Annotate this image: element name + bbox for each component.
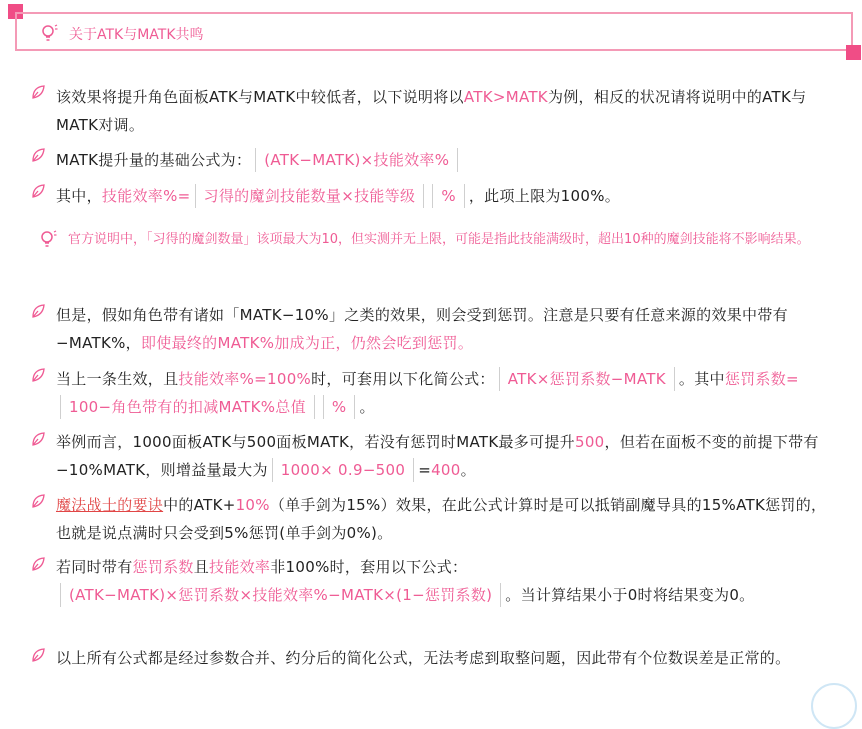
formula-box: (ATK−MATK)×技能效率% bbox=[255, 148, 458, 172]
text-segment: 。 bbox=[359, 398, 375, 416]
leaf-bullet-icon bbox=[30, 647, 46, 667]
leaf-bullet-icon bbox=[30, 493, 46, 513]
text-segment: ，此项上限为100%。 bbox=[468, 187, 621, 205]
text-segment: 。 bbox=[460, 461, 476, 479]
formula-box: (ATK−MATK)×惩罚系数×技能效率%−MATK×(1−惩罚系数) bbox=[60, 583, 501, 607]
tip-note: 官方说明中，「习得的魔剑数量」该项最大为10，但实测并无上限，可能是指此技能满级时，超出10种的魔剑技能将不影响结果。 bbox=[68, 232, 810, 247]
text-segment: 以上所有公式都是经过参数合并、约分后的简化公式，无法考虑到取整问题，因此带有个位数误差是正常的。 bbox=[56, 649, 791, 667]
text-segment: 非100%时，套用以下公式： bbox=[270, 558, 468, 576]
formula-box: % bbox=[432, 184, 465, 208]
formula-box: 1000× 0.9−500 bbox=[272, 458, 414, 482]
leaf-bullet-icon bbox=[30, 147, 46, 167]
highlight-text: 500 bbox=[574, 433, 605, 451]
text-segment: 。当计算结果小于0时将结果变为0。 bbox=[505, 586, 755, 604]
paragraph-7 bbox=[56, 491, 838, 547]
text-segment: 若同时带有 bbox=[56, 558, 133, 576]
lightbulb-icon bbox=[38, 229, 58, 253]
paragraph-4 bbox=[56, 301, 838, 357]
text-segment: 该效果将提升角色面板ATK与MATK中较低者，以下说明将以 bbox=[56, 88, 464, 106]
formula-box: 100−角色带有的扣减MATK%总值 bbox=[60, 395, 315, 419]
paragraph-5 bbox=[56, 365, 838, 421]
leaf-bullet-icon bbox=[30, 84, 46, 104]
text-segment: 为例，相反的状况请将说明中的ATK与MATK对调。 bbox=[56, 88, 807, 134]
section-title-box bbox=[15, 12, 853, 51]
text-segment: 时，可套用以下化简公式： bbox=[311, 370, 495, 388]
lightbulb-icon bbox=[39, 23, 59, 47]
formula-box: 习得的魔剑技能数量×技能等级 bbox=[195, 184, 425, 208]
text-segment: 。其中 bbox=[678, 370, 725, 388]
paragraph-1 bbox=[56, 83, 838, 139]
corner-decoration-bottom-right bbox=[846, 45, 861, 60]
section-title: 关于ATK与MATK共鸣 bbox=[69, 27, 204, 43]
leaf-bullet-icon bbox=[30, 367, 46, 387]
scroll-to-top-icon[interactable] bbox=[811, 683, 857, 729]
highlight-text: 技能效率%=100% bbox=[178, 370, 312, 388]
text-segment: ，但若在面板不变的前提下带有−10%MATK，则增益量最大为 bbox=[56, 433, 819, 479]
skill-link[interactable]: 魔法战士的要诀 bbox=[56, 496, 164, 514]
leaf-bullet-icon bbox=[30, 303, 46, 323]
text-segment: = bbox=[418, 461, 432, 479]
text-segment: 且 bbox=[193, 558, 210, 576]
formula-box: % bbox=[323, 395, 356, 419]
text-segment: MATK提升量的基础公式为： bbox=[56, 151, 252, 169]
highlight-text: 400 bbox=[431, 461, 461, 479]
highlight-text: 10% bbox=[235, 496, 270, 514]
paragraph-9 bbox=[56, 644, 838, 672]
text-segment: 举例而言，1000面板ATK与500面板MATK，若没有惩罚时MATK最多可提升 bbox=[56, 433, 575, 451]
formula-box: ATK×惩罚系数−MATK bbox=[499, 367, 675, 391]
text-segment: 中的ATK+ bbox=[163, 496, 236, 514]
highlight-text: 即使最终的MATK%加成为正，仍然会吃到惩罚。 bbox=[140, 334, 474, 352]
paragraph-3 bbox=[56, 182, 838, 210]
leaf-bullet-icon bbox=[30, 431, 46, 451]
highlight-text: 技能效率 bbox=[209, 558, 271, 576]
text-segment: 但是，假如角色带有诸如「MATK−10%」之类的效果，则会受到惩罚。注意是只要有任意来源的效果中带有−MATK%， bbox=[56, 306, 788, 352]
highlight-text: 惩罚系数 bbox=[132, 558, 194, 576]
paragraph-8 bbox=[56, 553, 838, 609]
text-segment: （单手剑为15%）效果，在此公式计算时是可以抵销副魔导具的15%ATK惩罚的，也就是说点满时只会受到5%惩罚(单手剑为0%)。 bbox=[56, 496, 827, 542]
text-segment: 其中， bbox=[56, 187, 102, 205]
leaf-bullet-icon bbox=[30, 183, 46, 203]
paragraph-2 bbox=[56, 146, 838, 174]
highlight-text: 惩罚系数= bbox=[724, 370, 799, 388]
paragraph-6 bbox=[56, 428, 838, 484]
text-segment: 当上一条生效，且 bbox=[56, 370, 179, 388]
highlight-text: ATK>MATK bbox=[463, 88, 548, 106]
highlight-text: 技能效率%= bbox=[101, 187, 191, 205]
leaf-bullet-icon bbox=[30, 556, 46, 576]
